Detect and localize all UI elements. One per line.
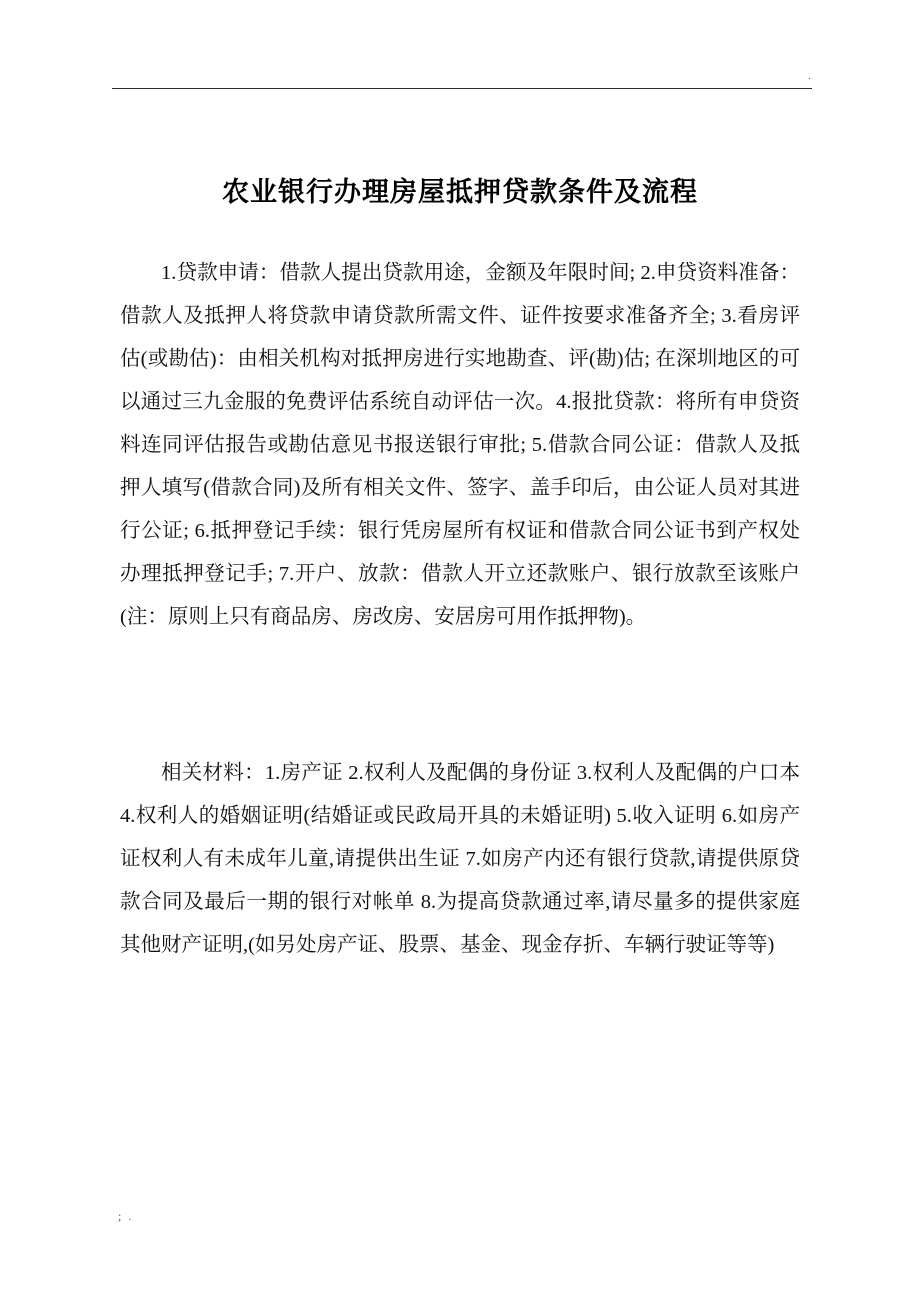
body-paragraph-1 bbox=[120, 252, 800, 639]
footer-mark: ; . bbox=[118, 1209, 134, 1223]
header-mark: . bbox=[808, 70, 812, 82]
page-title: 农业银行办理房屋抵押贷款条件及流程 bbox=[222, 177, 698, 208]
body-paragraph-2 bbox=[120, 752, 800, 967]
header-divider bbox=[112, 88, 812, 89]
paragraph-text: 相关材料：1.房产证 2.权利人及配偶的身份证 3.权利人及配偶的户口本 4.权利人的婚姻证明(结婚证或民政局开具的未婚证明) 5.收入证明 6.如房产证权利人有未成年儿童,请提供出生证 7.如房产内还有银行贷款,请提供原贷款合同及最后一期的银行对帐单 8.为提高贷款通过率,请尽量多的提供家庭其他财产证明,(如另处房产证、股票、基金、现金存折、车辆行驶证等等) bbox=[120, 762, 800, 956]
paragraph-text: 1.贷款申请：借款人提出贷款用途，金额及年限时间; 2.申贷资料准备：借款人及抵押人将贷款申请贷款所需文件、证件按要求准备齐全; 3.看房评估(或勘估)：由相关机构对抵押房进行实地勘查、评(勘)估; 在深圳地区的可以通过三九金服的免费评估系统自动评估一次。4.报批贷款：将所有申贷资料连同评估报告或勘估意见书报送银行审批; 5.借款合同公证：借款人及抵押人填写(借款合同)及所有相关文件、签字、盖手印后，由公证人员对其进行公证; 6.抵押登记手续：银行凭房屋所有权证和借款合同公证书到产权处办理抵押登记手; 7.开户、放款：借款人开立还款账户、银行放款至该账户(注：原则上只有商品房、房改房、安居房可用作抵押物)。 bbox=[120, 262, 800, 628]
